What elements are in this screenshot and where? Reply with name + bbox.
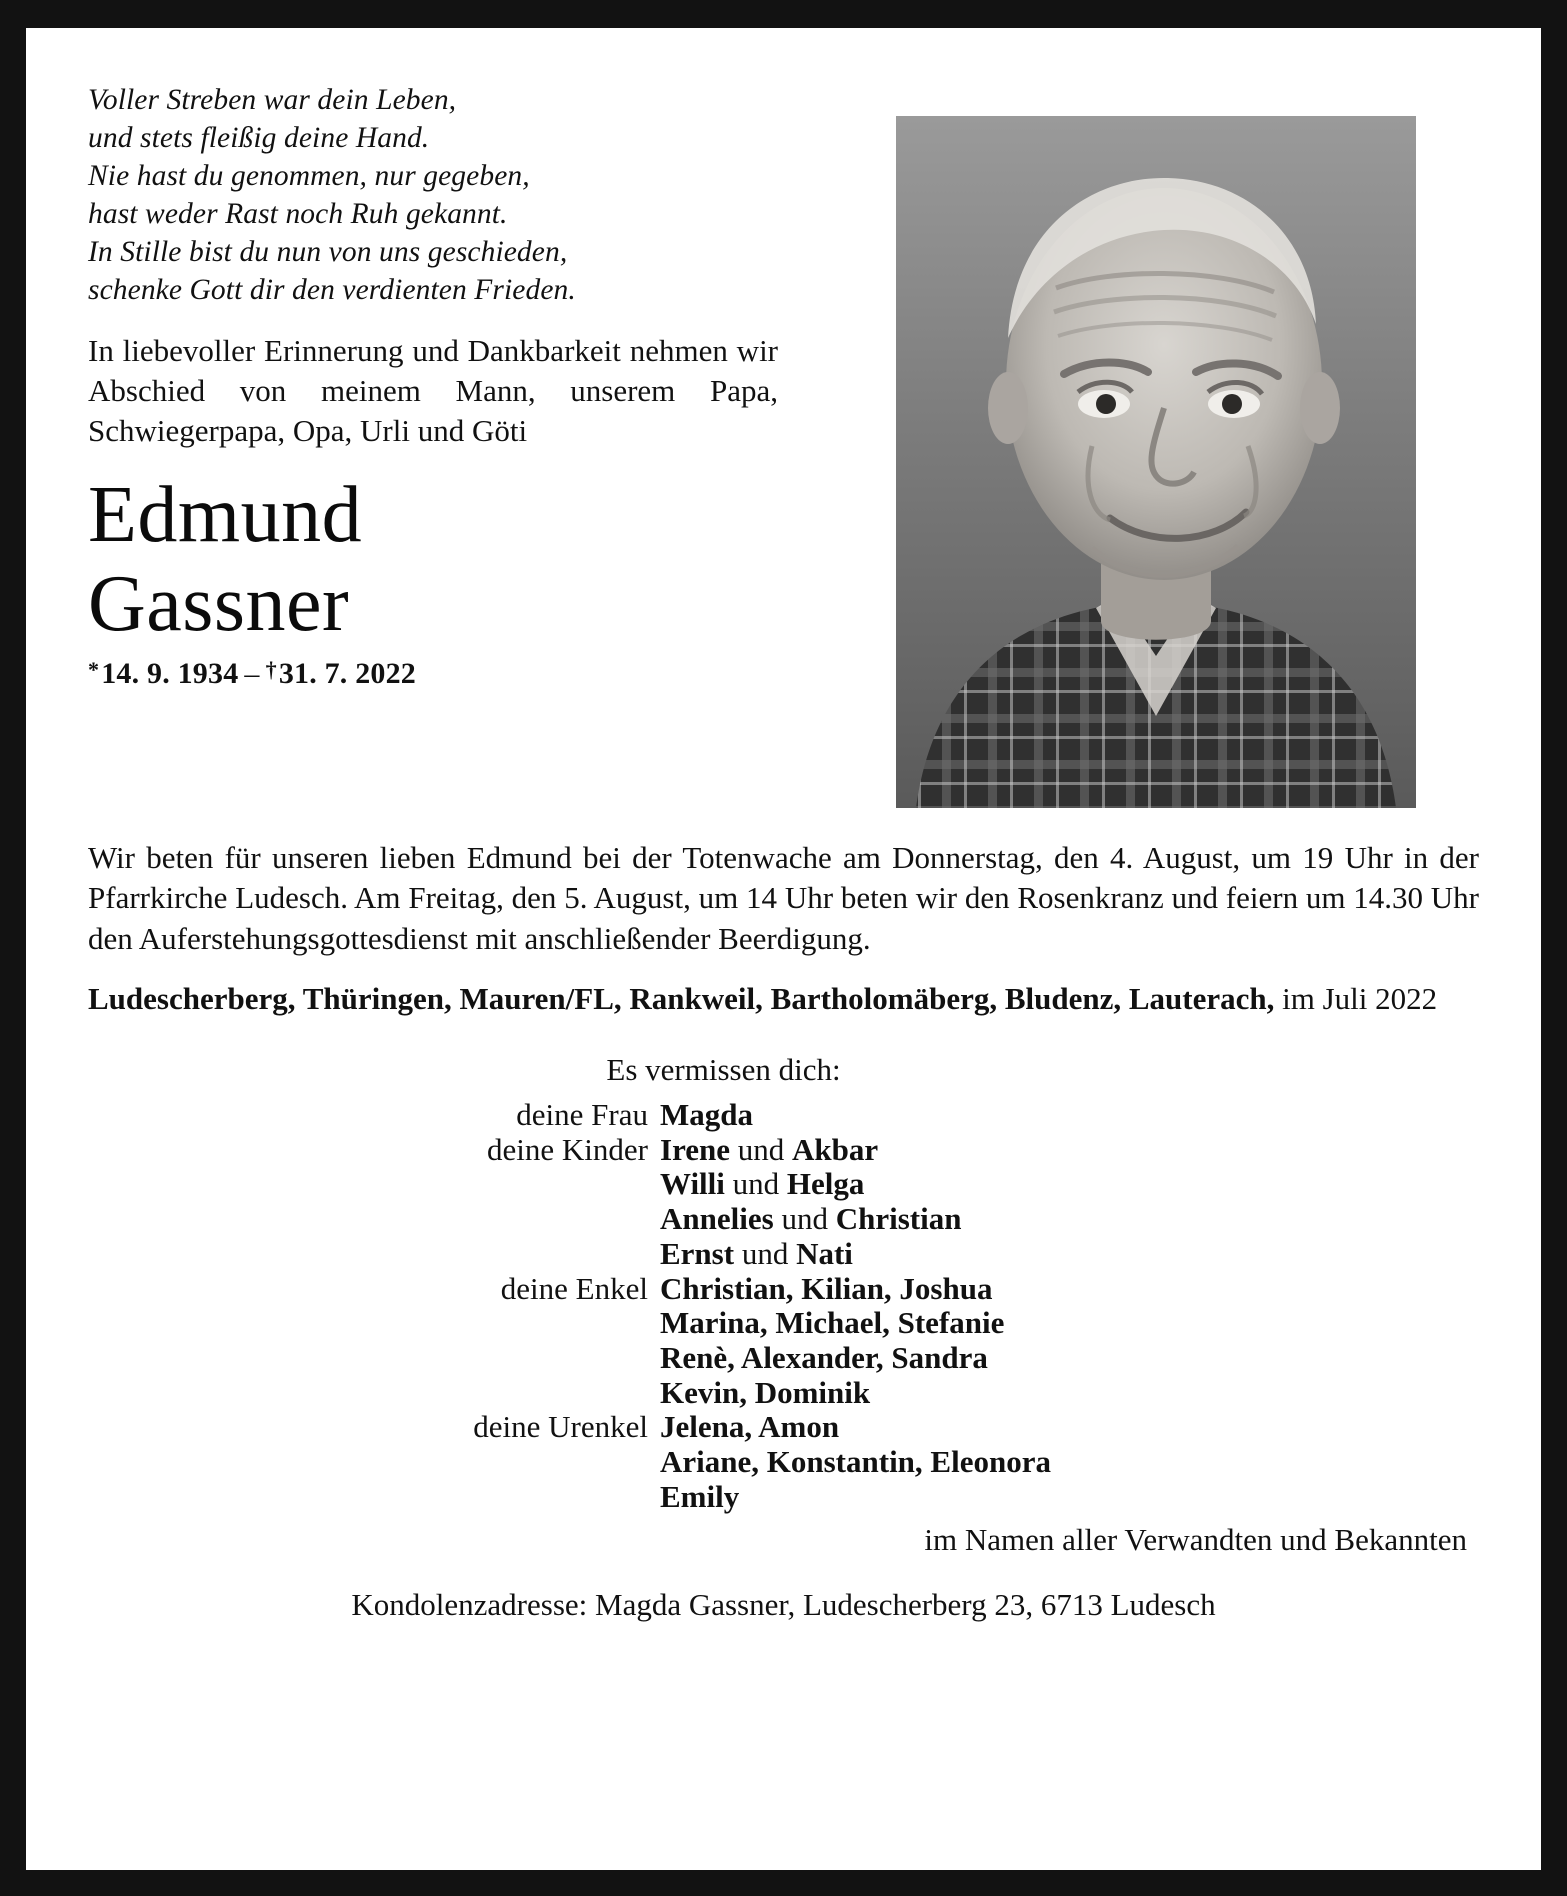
mourner-label [88,1237,660,1272]
mourner-row [88,1098,1479,1133]
verse-line-4: hast weder Rast noch Ruh gekannt. [88,197,508,230]
mourner-label [88,1167,660,1202]
mourner-row [88,1133,1479,1168]
service-details: Wir beten für unseren lieben Edmund bei der Totenwache am Donnerstag, den 4. August, um 19 Uhr in der Pfarrkirche Ludesch. Am Freitag, den 5. August, um 14 Uhr beten wir den Rosenkranz und feiern um 14.30 Uhr den Auferstehungsgottesdienst mit anschließender Beerdigung. [88,840,1479,956]
mourner-label [88,1445,660,1480]
date-separator: – [244,657,260,691]
mourner-names [660,1237,853,1272]
mourner-names: Jelena, Amon [660,1409,840,1445]
verse-line-5: In Stille bist du nun von uns geschieden, [88,235,568,268]
mourner-conjunction: und [730,1131,793,1167]
places-date: im Juli 2022 [1274,980,1438,1016]
mourner-label [88,1341,660,1376]
mourner-names: Marina, Michael, Stefanie [660,1305,1005,1341]
mourners-section [88,1053,1479,1557]
mourner-row [88,1167,1479,1202]
mourner-name: Annelies [660,1201,774,1237]
death-date: 31. 7. 2022 [278,657,417,691]
top-left-column [88,82,878,691]
mourner-name: Christian [835,1201,962,1237]
mourner-conjunction: und [724,1166,787,1202]
mourner-name: Willi [660,1166,725,1202]
mourner-row [88,1306,1479,1341]
mourners-heading: Es vermissen dich: [606,1052,841,1088]
mourner-row [88,1237,1479,1272]
mourner-label: deine Frau [516,1096,648,1132]
verse-line-6: schenke Gott dir den verdienten Frieden. [88,273,576,306]
birth-date: 14. 9. 1934 [101,657,239,691]
closing-line: im Namen aller Verwandten und Bekannten [924,1521,1467,1557]
memorial-verse [88,82,878,309]
mourner-conjunction: und [734,1235,797,1271]
mourner-row [88,1341,1479,1376]
mourner-names: Emily [660,1478,740,1514]
intro-paragraph: In liebevoller Erinnerung und Dankbarkeit nehmen wir Abschied von meinem Mann, unserem Papa, Schwiegerpapa, Opa, Urli und Göti [88,333,778,448]
mourner-name: Helga [786,1166,865,1202]
verse-line-3: Nie hast du genommen, nur gegeben, [88,159,530,192]
mourner-name: Ernst [660,1235,735,1271]
death-symbol: † [265,657,277,683]
condolence-address: Kondolenzadresse: Magda Gassner, Ludescherberg 23, 6713 Ludesch [351,1587,1216,1623]
mourner-label [88,1480,660,1515]
mourner-name: Akbar [792,1131,879,1167]
mourner-conjunction: und [773,1201,836,1237]
portrait-photo [896,116,1416,808]
mourner-label: deine Kinder [487,1131,648,1167]
mourner-label [88,1202,660,1237]
mourner-name: Nati [796,1235,853,1271]
places-line [88,979,1479,1019]
life-dates [88,657,878,691]
mourner-name: Irene [660,1131,731,1167]
name-block [88,471,878,691]
mourner-names [660,1167,864,1202]
mourner-names [660,1202,961,1237]
birth-symbol: * [88,657,100,683]
mourner-names [660,1098,753,1133]
mourner-row [88,1480,1479,1515]
obituary-card [26,28,1541,1870]
first-name: Edmund [88,471,363,560]
mourner-names: Ariane, Konstantin, Eleonora [660,1444,1051,1480]
mourner-row [88,1202,1479,1237]
last-name: Gassner [88,559,350,648]
verse-line-1: Voller Streben war dein Leben, [88,84,457,116]
mourner-label [88,1306,660,1341]
verse-line-2: und stets fleißig deine Hand. [88,121,430,154]
mourner-names: Renè, Alexander, Sandra [660,1339,988,1375]
mourner-label: deine Urenkel [473,1409,648,1445]
places-list: Ludescherberg, Thüringen, Mauren/FL, Rankweil, Bartholomäberg, Bludenz, Lauterach, [88,980,1275,1016]
mourner-row [88,1410,1479,1445]
photo-container [896,116,1416,808]
mourner-row [88,1376,1479,1411]
mourner-names [660,1133,878,1168]
mourner-names: Christian, Kilian, Joshua [660,1270,993,1306]
mourner-label: deine Enkel [500,1270,648,1306]
mourner-label [88,1376,660,1411]
mourner-row [88,1272,1479,1307]
mourner-names: Kevin, Dominik [660,1374,871,1410]
mourner-row [88,1445,1479,1480]
top-section [88,82,1479,808]
mourner-name: Magda [660,1096,753,1132]
